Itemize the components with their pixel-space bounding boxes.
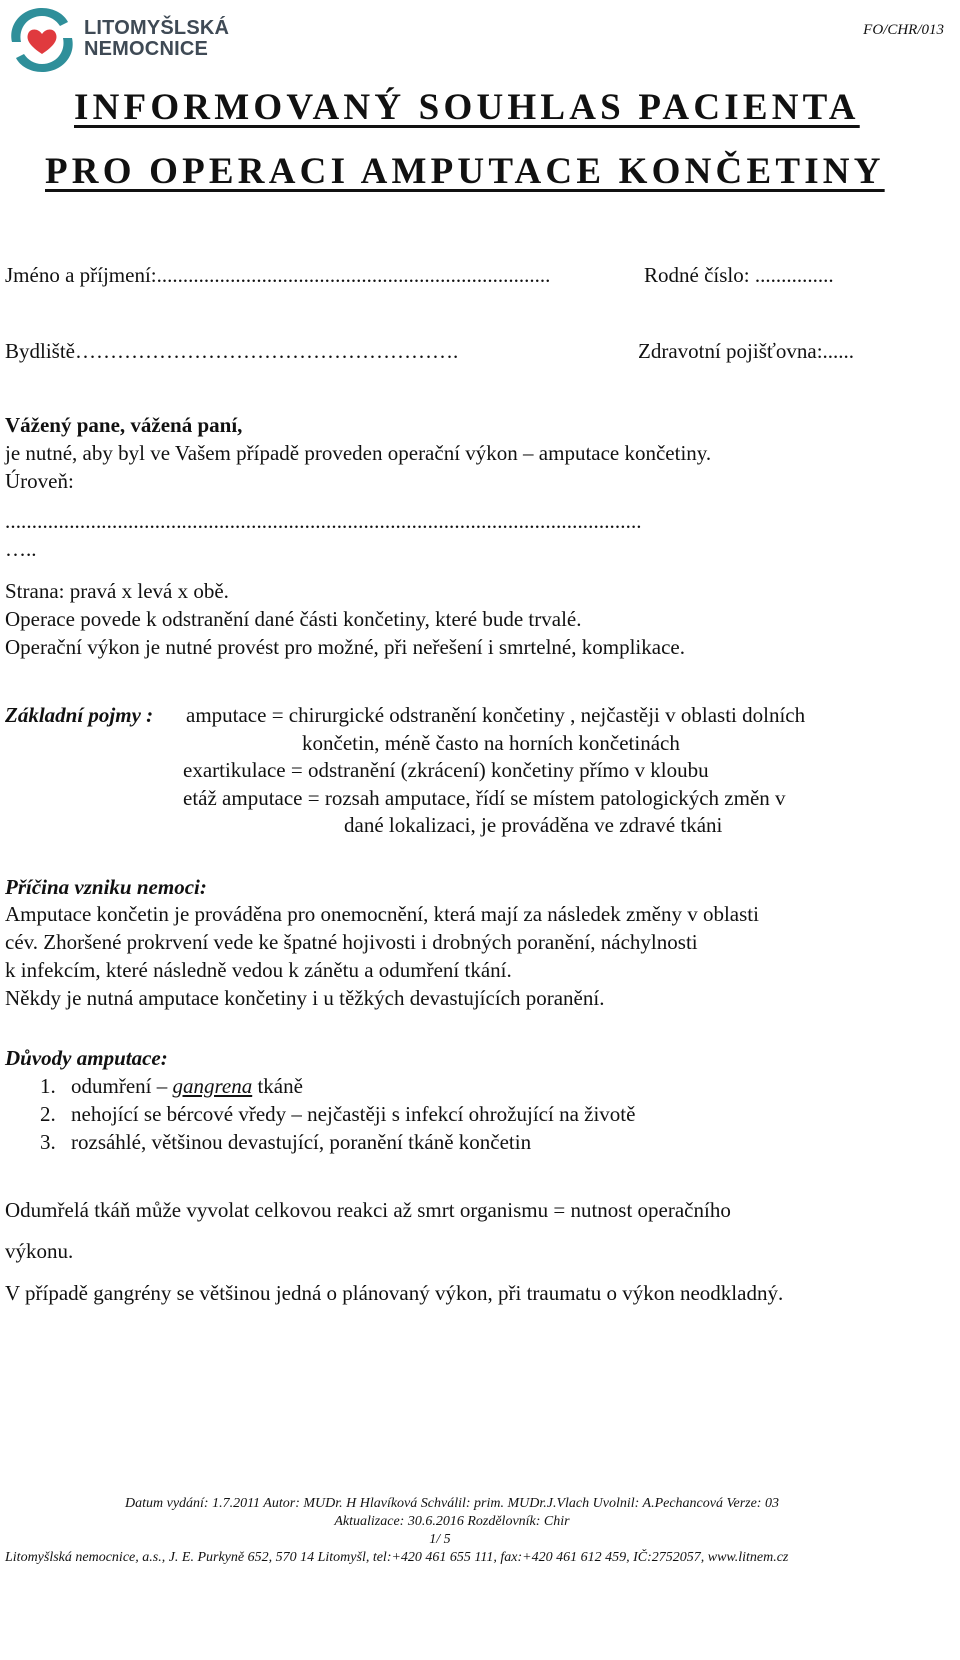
item-text: odumření – [71,1074,173,1098]
closing-line-3: V případě gangrény se většinou jedná o plánovaný výkon, při traumatu o výkon neodkladný. [5,1281,784,1305]
basics-heading: Základní pojmy : [5,703,154,727]
level-dots: ....................................................................................................................... [5,509,642,533]
item-text: nehojící se bércové vředy – nejčastěji s infekcí ohrožující na životě [71,1102,636,1126]
reasons-heading: Důvody amputace: [5,1046,168,1070]
footer-line-1: Datum vydání: 1.7.2011 Autor: MUDr. H Hlavíková Schválil: prim. MUDr.J.Vlach Uvolnil: A.Pechancová Verze: 03 [125,1496,779,1511]
basics-line-1: amputace = chirurgické odstranění končetiny , nejčastěji v oblasti dolních [186,703,806,727]
intro-line-3: Operační výkon je nutné provést pro možné, při neřešení i smrtelné, komplikace. [5,635,685,659]
insurance-field: Zdravotní pojišťovna:...... [638,339,855,363]
basics-line-2: končetin, méně často na horních končetinách [302,731,680,755]
level-dots-2: ….. [5,537,37,561]
document-code: FO/CHR/013 [863,22,944,38]
item-number: 3. [40,1130,56,1154]
birth-number-field: Rodné číslo: ............... [644,263,834,287]
cause-line-1: Amputace končetin je prováděna pro onemocnění, která mají za následek změny v oblasti [5,902,759,926]
item-text-end: tkáně [252,1074,303,1098]
cause-heading: Příčina vzniku nemoci: [5,875,207,899]
basics-line-3: exartikulace = odstranění (zkrácení) končetiny přímo v kloubu [183,758,709,782]
level-label: Úroveň: [5,469,74,493]
footer-address: Litomyšlská nemocnice, a.s., J. E. Purkyně 652, 570 14 Litomyšl, tel:+420 461 655 111, fax:+420 461 612 459, IČ:2752057, www.litnem.cz [5,1550,789,1565]
closing-line-2: výkonu. [5,1239,74,1263]
item-text: rozsáhlé, většinou devastující, poranění tkáně končetin [71,1130,532,1154]
greeting: Vážený pane, vážená paní, [5,413,243,437]
logo-line-1: LITOMYŠLSKÁ [84,17,230,39]
intro-line-1: je nutné, aby byl ve Vašem případě proveden operační výkon – amputace končetiny. [5,441,712,465]
basics-line-4: etáž amputace = rozsah amputace, řídí se místem patologických změn v [183,786,786,810]
title-line-1: INFORMOVANÝ SOUHLAS PACIENTA [74,87,860,128]
cause-line-2: cév. Zhoršené prokrvení vede ke špatné hojivosti i drobných poranění, náchylnosti [5,930,698,954]
hands-heart-icon [4,2,80,78]
list-item [40,1073,303,1100]
item-number: 2. [40,1102,56,1126]
intro-line-2: Operace povede k odstranění dané části končetiny, které bude trvalé. [5,607,582,631]
cause-line-3: k infekcím, které následně vedou k zánětu a odumření tkání. [5,958,512,982]
page-number: 1/ 5 [429,1532,451,1547]
footer-line-2: Aktualizace: 30.6.2016 Rozdělovník: Chir [334,1514,570,1529]
name-field: Jméno a příjmení:........................................................................... [5,263,551,287]
basics-line-5: dané lokalizaci, je prováděna ve zdravé tkáni [344,813,723,837]
address-field: Bydliště………………………………………………. [5,339,459,363]
logo-line-2: NEMOCNICE [84,38,209,60]
cause-line-4: Někdy je nutná amputace končetiny i u těžkých devastujících poranění. [5,986,605,1010]
list-item [40,1129,531,1156]
side-line: Strana: pravá x levá x obě. [5,579,229,603]
item-number: 1. [40,1074,56,1098]
logo-text [84,18,229,60]
closing-line-1: Odumřelá tkáň může vyvolat celkovou reakci až smrt organismu = nutnost operačního [5,1198,731,1222]
title-line-2: PRO OPERACI AMPUTACE KONČETINY [45,151,885,192]
item-emphasis: gangrena [172,1074,253,1098]
list-item [40,1101,635,1128]
